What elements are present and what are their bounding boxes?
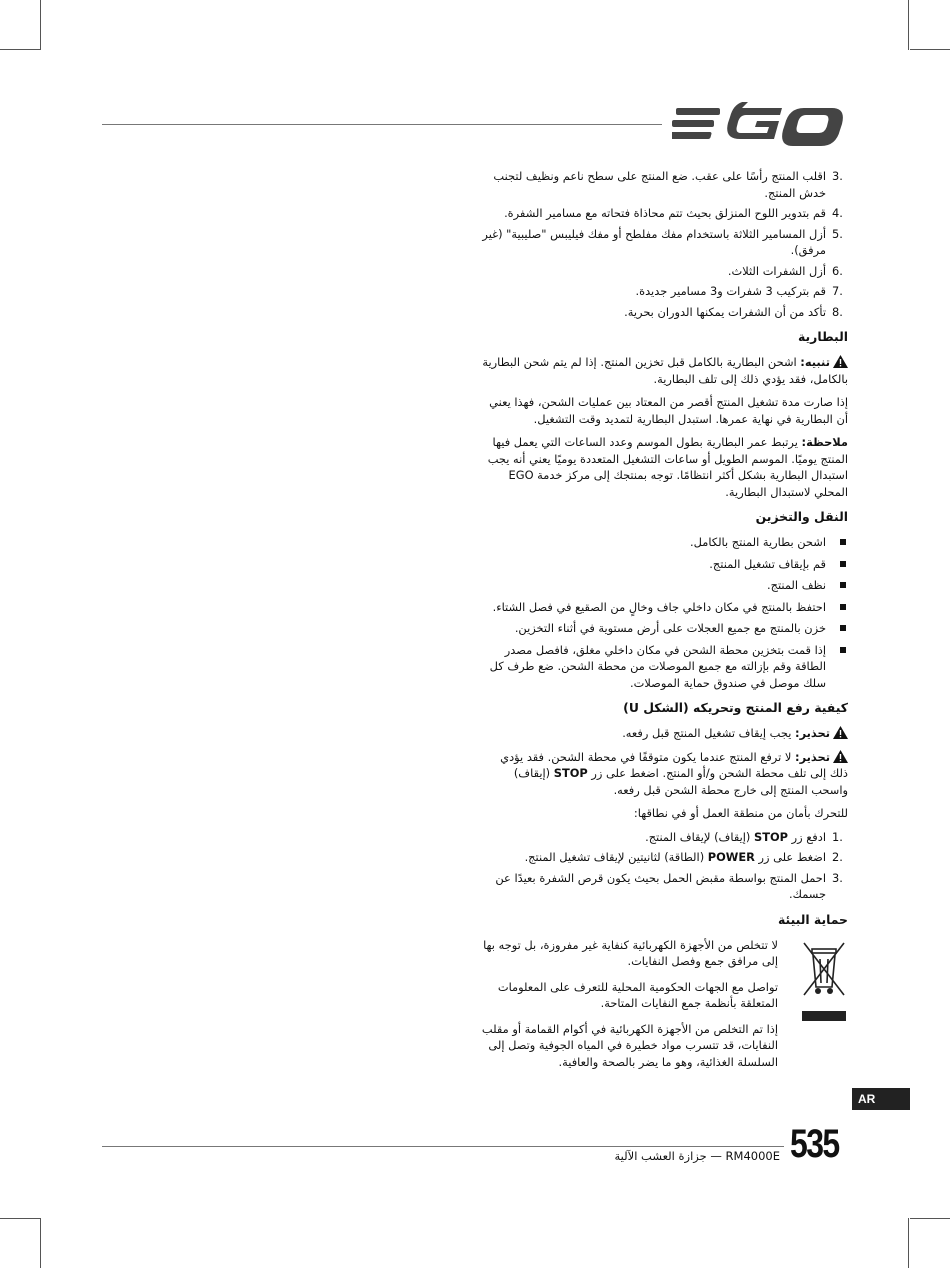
header-rule <box>102 124 662 125</box>
blade-steps <box>480 168 848 320</box>
battery-caution: تنبيه: اشحن البطارية بالكامل قبل تخزين المنتج. إذا لم يتم شحن البطارية بالكامل، فقد يؤدي ذلك إلى تلف البطارية. <box>482 355 848 386</box>
environment-text <box>480 937 848 1071</box>
warning-icon <box>833 750 848 763</box>
list-item: 3. احمل المنتج بواسطة مقبض الحمل بحيث يكون قرص الشفرة بعيدًا عن جسمك. <box>495 870 843 901</box>
crossed-bin-icon <box>800 939 848 1029</box>
warning-icon <box>833 355 848 368</box>
warning-icon <box>833 726 848 739</box>
list-item: اشحن بطارية المنتج بالكامل. <box>480 534 848 551</box>
list-item: إذا قمت بتخزين محطة الشحن في مكان داخلي مغلق، فافصل مصدر الطاقة وقم بإزالته مع جميع الموصلات من محطة الشحن. ضع طرف كل سلك موصل في صندوق حماية الموصلات. <box>480 642 848 692</box>
list-item: 3. اقلب المنتج رأسًا على عقب. ضع المنتج على سطح ناعم ونظيف لتجنب خدش المنتج. <box>493 169 843 200</box>
crop-mark <box>908 1218 909 1268</box>
transport-heading: النقل والتخزين <box>755 509 848 524</box>
lifting-intro: للتحرك بأمان من منطقة العمل أو في نطاقها: <box>633 806 848 820</box>
footer-title: RM4000E — جزازة العشب الآلية <box>614 1149 780 1163</box>
crop-mark <box>0 49 40 50</box>
lifting-heading: كيفية رفع المنتج وتحريكه (الشكل U) <box>623 700 848 715</box>
list-item: 2. اضغط على زر POWER (الطاقة) لثانيتين لإيقاف تشغيل المنتج. <box>524 850 843 864</box>
list-item: 5. أزل المسامير الثلاثة باستخدام مفك مفلطح أو مفك فيليبس "صليبية" (غير مرفق). <box>482 226 843 257</box>
list-item: 4. قم بتدوير اللوح المنزلق بحيث تتم محاذاة فتحاته مع مسامير الشفرة. <box>504 206 843 220</box>
environment-heading: حماية البيئة <box>778 911 848 927</box>
main-content <box>480 168 848 1079</box>
crop-mark <box>910 49 950 50</box>
environment-section <box>480 937 848 1071</box>
bullet-icon <box>840 539 846 545</box>
list-item: 7. قم بتركيب 3 شفرات و3 مسامير جديدة. <box>635 284 843 298</box>
footer-rule <box>102 1146 784 1147</box>
list-item: قم بإيقاف تشغيل المنتج. <box>480 556 848 573</box>
bullet-icon <box>840 625 846 631</box>
lifting-steps <box>480 829 848 903</box>
bullet-icon <box>840 561 846 567</box>
bullet-icon <box>840 647 846 653</box>
environment-paragraph: لا تتخلص من الأجهزة الكهربائية كنفاية غير مفروزة، بل توجه بها إلى مرافق جمع وفصل النفايات. <box>483 937 778 968</box>
battery-heading: البطارية <box>798 329 848 344</box>
list-item: 1. ادفع زر STOP (إيقاف) لإيقاف المنتج. <box>645 829 843 844</box>
list-item: نظف المنتج. <box>480 577 848 594</box>
crop-mark <box>40 1218 41 1268</box>
ego-logo <box>672 102 844 146</box>
crop-mark <box>910 1218 950 1219</box>
list-item: 8. تأكد من أن الشفرات يمكنها الدوران بحرية. <box>624 304 843 319</box>
transport-list <box>480 534 848 691</box>
bullet-icon <box>840 604 846 610</box>
page-number: 535 <box>790 1122 839 1166</box>
environment-paragraph: تواصل مع الجهات الحكومية المحلية للتعرف على المعلومات المتعلقة بأنظمة جمع النفايات المتاحة. <box>497 979 778 1010</box>
list-item: 6. أزل الشفرات الثلاث. <box>727 263 843 278</box>
battery-note: ملاحظة: يرتبط عمر البطارية بطول الموسم وعدد الساعات التي يعمل فيها المنتج يوميًا. الموسم الطويل أو ساعات التشغيل المتعددة يوميًا يعني أنه يجب استبدال البطارية بشكل أكثر انتظامًا. توجه بمنتجك إلى مركز خدمة EGO المحلي لاستبدال البطارية. <box>487 435 848 499</box>
crop-mark <box>0 1218 40 1219</box>
crop-mark <box>908 0 909 50</box>
list-item: احتفظ بالمنتج في مكان داخلي جاف وخالٍ من الصقيع في فصل الشتاء. <box>480 599 848 616</box>
crop-mark <box>40 0 41 50</box>
environment-paragraph: إذا تم التخلص من الأجهزة الكهربائية في أكوام القمامة أو مقلب النفايات، قد تتسرب مواد خطيرة في المياه الجوفية وتصل إلى السلسلة الغذائية، وهو ما يضر بالصحة والعافية. <box>481 1021 778 1069</box>
bullet-icon <box>840 582 846 588</box>
battery-paragraph: إذا صارت مدة تشغيل المنتج أقصر من المعتاد بين عمليات الشحن، فهذا يعني أن البطارية في نهاية عمرها. استبدل البطارية لتمديد وقت التشغيل. <box>489 395 848 426</box>
language-tab: AR <box>852 1088 910 1110</box>
lifting-warning-1: تحذير: يجب إيقاف تشغيل المنتج قبل رفعه. <box>480 725 848 742</box>
list-item: خزن بالمنتج مع جميع العجلات على أرض مستوية في أثناء التخزين. <box>480 620 848 637</box>
lifting-warning-2: تحذير: لا ترفع المنتج عندما يكون متوقفًا في محطة الشحن. فقد يؤدي ذلك إلى تلف محطة الشحن و/أو المنتج. اضغط على زر STOP (إيقاف) واسحب المنتج إلى خارج محطة الشحن قبل رفعه. <box>500 749 848 797</box>
